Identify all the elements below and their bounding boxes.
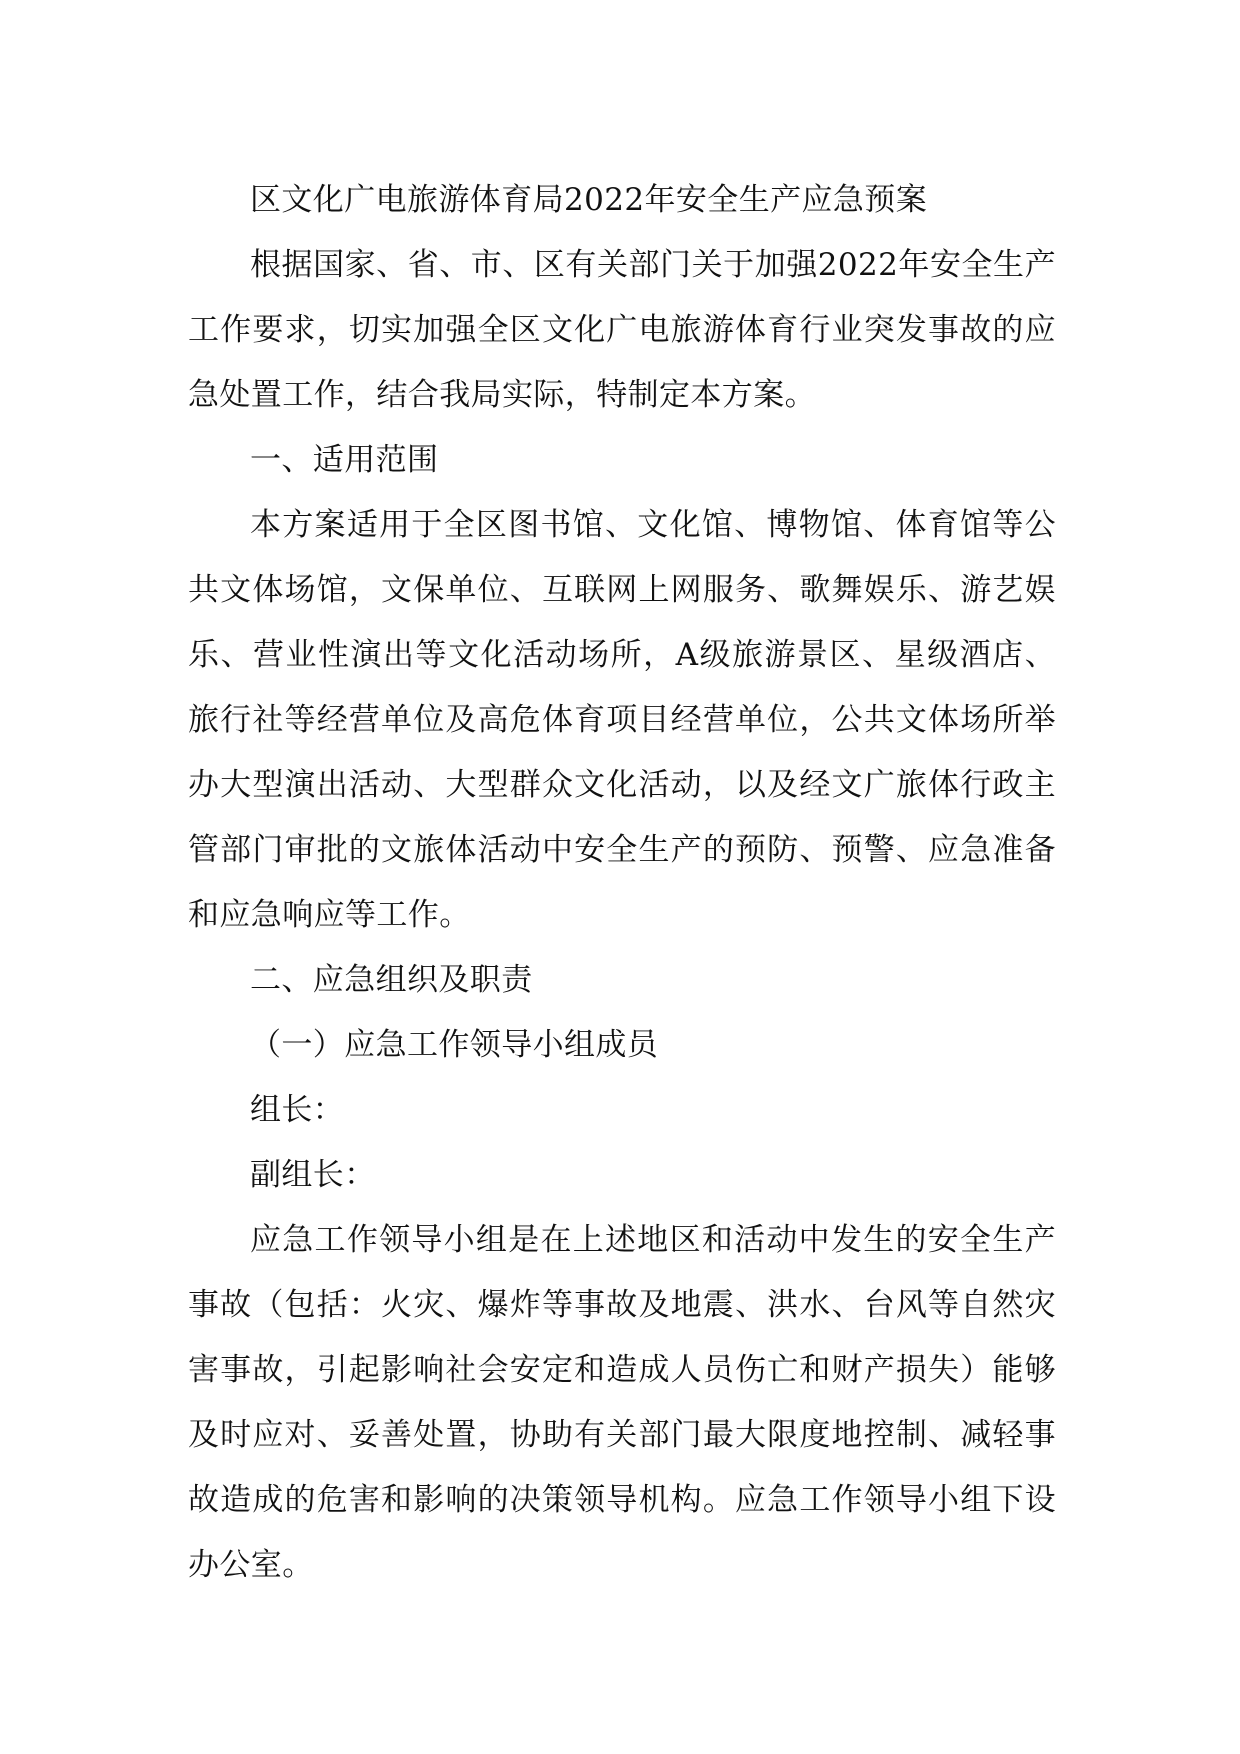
paragraph-intro: 根据国家、省、市、区有关部门关于加强2022年安全生产工作要求，切实加强全区文化广电旅游体育行业突发事故的应急处置工作，结合我局实际，特制定本方案。 bbox=[188, 247, 1056, 413]
document-title: 区文化广电旅游体育局2022年安全生产应急预案 bbox=[250, 182, 928, 218]
subsection-heading-members: （一）应急工作领导小组成员 bbox=[250, 1027, 659, 1063]
leader-line: 组长： bbox=[250, 1092, 345, 1128]
document-body bbox=[188, 168, 1056, 1598]
deputy-leader-line: 副组长： bbox=[250, 1157, 376, 1193]
section-heading-scope: 一、适用范围 bbox=[250, 442, 439, 478]
paragraph-leadership-role: 应急工作领导小组是在上述地区和活动中发生的安全生产事故（包括：火灾、爆炸等事故及地震、洪水、台风等自然灾害事故，引起影响社会安定和造成人员伤亡和财产损失）能够及时应对、妥善处置，协助有关部门最大限度地控制、减轻事故造成的危害和影响的决策领导机构。应急工作领导小组下设办公室。 bbox=[188, 1222, 1056, 1583]
paragraph-scope: 本方案适用于全区图书馆、文化馆、博物馆、体育馆等公共文体场馆，文保单位、互联网上网服务、歌舞娱乐、游艺娱乐、营业性演出等文化活动场所，A级旅游景区、星级酒店、旅行社等经营单位及高危体育项目经营单位，公共文体场所举办大型演出活动、大型群众文化活动，以及经文广旅体行政主管部门审批的文旅体活动中安全生产的预防、预警、应急准备和应急响应等工作。 bbox=[188, 507, 1056, 933]
section-heading-organization: 二、应急组织及职责 bbox=[250, 962, 533, 998]
